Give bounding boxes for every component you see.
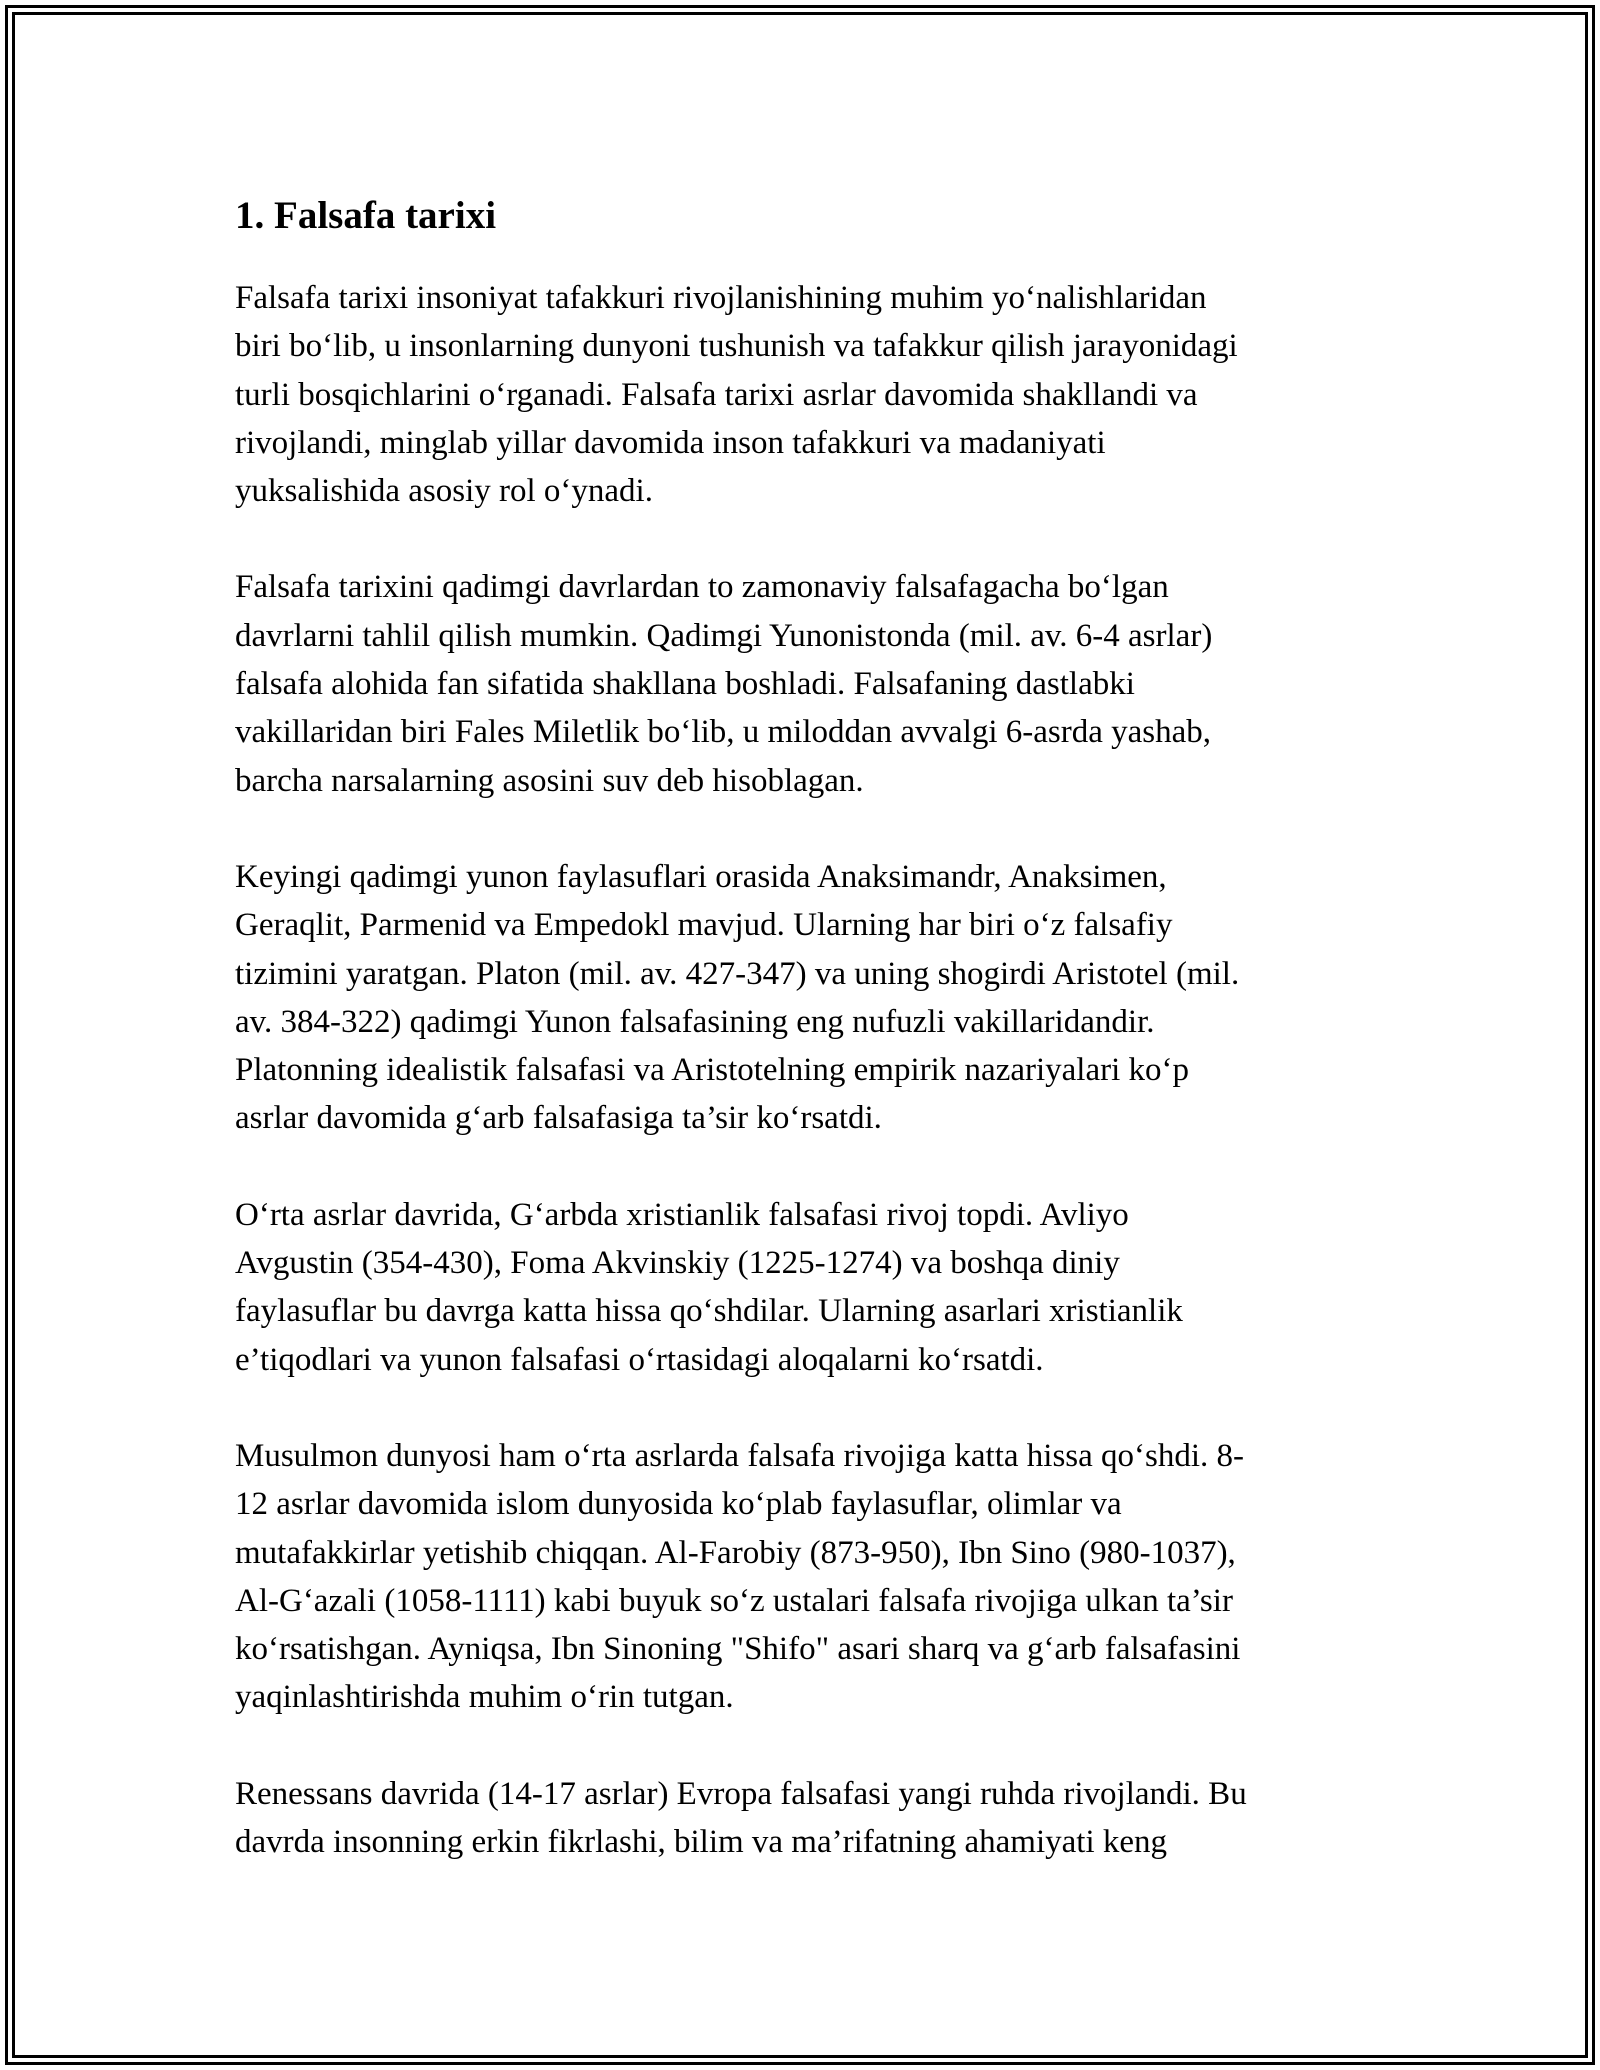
section-heading: 1. Falsafa tarixi <box>235 194 497 237</box>
paragraph-1: Falsafa tarixi insoniyat tafakkuri rivojlanishining muhim yo‘nalishlaridan biri bo‘lib, u insonlarning dunyoni tushunish va tafakkur qilish jarayonidagi turli bosqichlarini o‘rganadi. Falsafa tarixi asrlar davomida shakllandi va rivojlandi, minglab yillar davomida inson tafakkuri va madaniyati yuksalishida asosiy rol o‘ynadi. <box>235 280 1238 510</box>
paragraph-5: Musulmon dunyosi ham o‘rta asrlarda falsafa rivojiga katta hissa qo‘shdi. 8- 12 asrlar davomida islom dunyosida ko‘plab faylasuflar, olimlar va mutafakkirlar yetishib chiqqan. Al-Farobiy (873-950), Ibn Sino (980-1037), Al-G‘azali (1058-1111) kabi buyuk so‘z ustalari falsafa rivojiga ulkan ta’sir ko‘rsatishgan. Ayniqsa, Ibn Sinoning "Shifo" asari sharq va g‘arb falsafasini yaqinlashtirishda muhim o‘rin tutgan. <box>235 1437 1245 1716</box>
paragraph-6: Renessans davrida (14-17 asrlar) Evropa falsafasi yangi ruhda rivojlandi. Bu davrda insonning erkin fikrlashi, bilim va ma’rifatning ahamiyati keng <box>235 1775 1247 1861</box>
paragraph-4: O‘rta asrlar davrida, G‘arbda xristianlik falsafasi rivoj topdi. Avliyo Avgustin (354-430), Foma Akvinskiy (1225-1274) va boshqa diniy faylasuflar bu davrga katta hissa qo‘shdilar. Ularning asarlari xristianlik e’tiqodlari va yunon falsafasi o‘rtasidagi aloqalarni ko‘rsatdi. <box>235 1196 1183 1378</box>
document-body <box>235 180 1365 1914</box>
paragraph-2: Falsafa tarixini qadimgi davrlardan to zamonaviy falsafagacha bo‘lgan davrlarni tahlil qilish mumkin. Qadimgi Yunonistonda (mil. av. 6-4 asrlar) falsafa alohida fan sifatida shakllana boshladi. Falsafaning dastlabki vakillaridan biri Fales Miletlik bo‘lib, u miloddan avvalgi 6-asrda yashab, barcha narsalarning asosini suv deb hisoblagan. <box>235 569 1213 799</box>
paragraph-3: Keyingi qadimgi yunon faylasuflari orasida Anaksimandr, Anaksimen, Geraqlit, Parmenid va Empedokl mavjud. Ularning har biri o‘z falsafiy tizimini yaratgan. Platon (mil. av. 427-347) va uning shogirdi Aristotel (mil. av. 384-322) qadimgi Yunon falsafasining eng nufuzli vakillaridandir. Platonning idealistik falsafasi va Aristotelning empirik nazariyalari ko‘p asrlar davomida g‘arb falsafasiga ta’sir ko‘rsatdi. <box>235 858 1240 1137</box>
